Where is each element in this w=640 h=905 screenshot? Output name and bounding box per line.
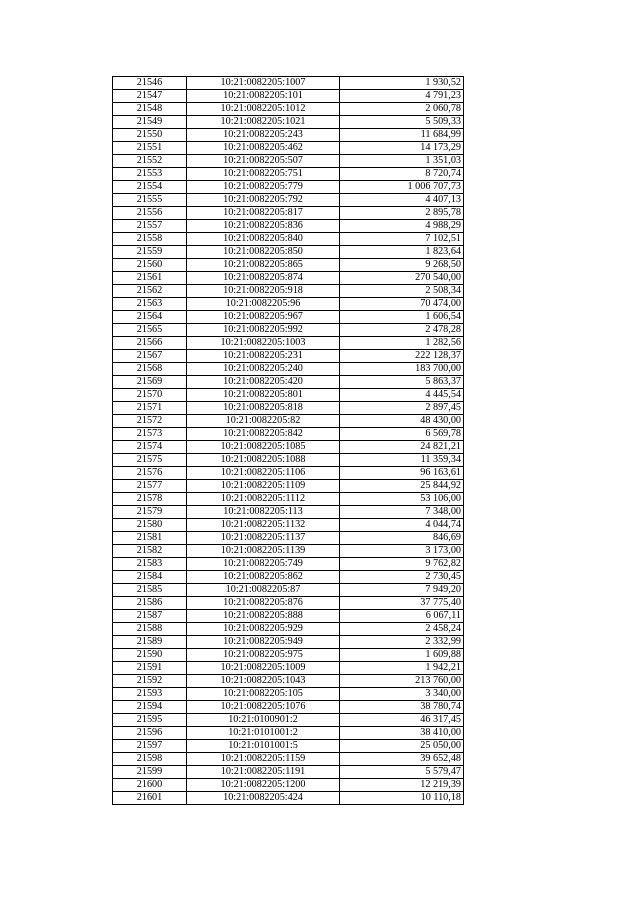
row-number-cell: 21556	[113, 207, 187, 220]
value-cell: 2 897,45	[340, 402, 464, 415]
row-number-cell: 21575	[113, 454, 187, 467]
table-row	[113, 675, 464, 688]
row-number-cell: 21553	[113, 168, 187, 181]
value-cell: 1 606,54	[340, 311, 464, 324]
table-row	[113, 376, 464, 389]
table-row	[113, 194, 464, 207]
value-cell: 53 106,00	[340, 493, 464, 506]
cadastral-number-cell: 10:21:0082205:751	[187, 168, 340, 181]
cadastral-number-cell: 10:21:0082205:1191	[187, 766, 340, 779]
row-number-cell: 21601	[113, 792, 187, 805]
table-row	[113, 454, 464, 467]
cadastral-number-cell: 10:21:0082205:949	[187, 636, 340, 649]
row-number-cell: 21573	[113, 428, 187, 441]
value-cell: 2 060,78	[340, 103, 464, 116]
table-row	[113, 467, 464, 480]
cadastral-number-cell: 10:21:0082205:850	[187, 246, 340, 259]
table-row	[113, 428, 464, 441]
value-cell: 3 340,00	[340, 688, 464, 701]
value-cell: 1 930,52	[340, 77, 464, 90]
cadastral-number-cell: 10:21:0082205:1076	[187, 701, 340, 714]
cadastral-number-cell: 10:21:0082205:840	[187, 233, 340, 246]
row-number-cell: 21568	[113, 363, 187, 376]
table-row	[113, 792, 464, 805]
value-cell: 2 508,34	[340, 285, 464, 298]
table-row	[113, 753, 464, 766]
row-number-cell: 21578	[113, 493, 187, 506]
table-row	[113, 350, 464, 363]
row-number-cell: 21565	[113, 324, 187, 337]
cadastral-number-cell: 10:21:0082205:842	[187, 428, 340, 441]
table-row	[113, 779, 464, 792]
cadastral-number-cell: 10:21:0082205:243	[187, 129, 340, 142]
row-number-cell: 21557	[113, 220, 187, 233]
cadastral-number-cell: 10:21:0082205:1012	[187, 103, 340, 116]
row-number-cell: 21582	[113, 545, 187, 558]
value-cell: 37 775,40	[340, 597, 464, 610]
row-number-cell: 21571	[113, 402, 187, 415]
table-row	[113, 142, 464, 155]
value-cell: 4 791,23	[340, 90, 464, 103]
cadastral-number-cell: 10:21:0082205:876	[187, 597, 340, 610]
row-number-cell: 21581	[113, 532, 187, 545]
cadastral-number-cell: 10:21:0082205:101	[187, 90, 340, 103]
table-row	[113, 545, 464, 558]
row-number-cell: 21596	[113, 727, 187, 740]
value-cell: 25 844,92	[340, 480, 464, 493]
cadastral-number-cell: 10:21:0082205:240	[187, 363, 340, 376]
cadastral-number-cell: 10:21:0082205:424	[187, 792, 340, 805]
value-cell: 38 780,74	[340, 701, 464, 714]
value-cell: 5 579,47	[340, 766, 464, 779]
table-row	[113, 506, 464, 519]
row-number-cell: 21585	[113, 584, 187, 597]
table-row	[113, 727, 464, 740]
value-cell: 1 823,64	[340, 246, 464, 259]
row-number-cell: 21591	[113, 662, 187, 675]
row-number-cell: 21595	[113, 714, 187, 727]
value-cell: 1 006 707,73	[340, 181, 464, 194]
cadastral-number-cell: 10:21:0082205:817	[187, 207, 340, 220]
row-number-cell: 21600	[113, 779, 187, 792]
value-cell: 7 102,51	[340, 233, 464, 246]
cadastral-number-cell: 10:21:0101001:5	[187, 740, 340, 753]
cadastral-number-cell: 10:21:0082205:1088	[187, 454, 340, 467]
value-cell: 7 348,00	[340, 506, 464, 519]
row-number-cell: 21577	[113, 480, 187, 493]
table-body	[113, 77, 464, 805]
value-cell: 6 067,11	[340, 610, 464, 623]
value-cell: 11 684,99	[340, 129, 464, 142]
value-cell: 70 474,00	[340, 298, 464, 311]
table-row	[113, 558, 464, 571]
value-cell: 846,69	[340, 532, 464, 545]
row-number-cell: 21549	[113, 116, 187, 129]
value-cell: 8 720,74	[340, 168, 464, 181]
row-number-cell: 21560	[113, 259, 187, 272]
table-row	[113, 246, 464, 259]
value-cell: 5 509,33	[340, 116, 464, 129]
cadastral-number-cell: 10:21:0082205:1021	[187, 116, 340, 129]
row-number-cell: 21584	[113, 571, 187, 584]
value-cell: 38 410,00	[340, 727, 464, 740]
table-row	[113, 207, 464, 220]
row-number-cell: 21561	[113, 272, 187, 285]
row-number-cell: 21599	[113, 766, 187, 779]
row-number-cell: 21587	[113, 610, 187, 623]
table-row	[113, 584, 464, 597]
value-cell: 4 445,54	[340, 389, 464, 402]
row-number-cell: 21559	[113, 246, 187, 259]
table-row	[113, 636, 464, 649]
table-row	[113, 116, 464, 129]
value-cell: 1 942,21	[340, 662, 464, 675]
cadastral-number-cell: 10:21:0082205:1200	[187, 779, 340, 792]
cadastral-number-cell: 10:21:0082205:87	[187, 584, 340, 597]
row-number-cell: 21598	[113, 753, 187, 766]
row-number-cell: 21555	[113, 194, 187, 207]
row-number-cell: 21594	[113, 701, 187, 714]
row-number-cell: 21566	[113, 337, 187, 350]
value-cell: 39 652,48	[340, 753, 464, 766]
value-cell: 10 110,18	[340, 792, 464, 805]
cadastral-number-cell: 10:21:0082205:1043	[187, 675, 340, 688]
row-number-cell: 21567	[113, 350, 187, 363]
table-row	[113, 571, 464, 584]
row-number-cell: 21547	[113, 90, 187, 103]
table-row	[113, 363, 464, 376]
table-row	[113, 103, 464, 116]
row-number-cell: 21558	[113, 233, 187, 246]
value-cell: 213 760,00	[340, 675, 464, 688]
table-row	[113, 597, 464, 610]
cadastral-number-cell: 10:21:0082205:1159	[187, 753, 340, 766]
table-row	[113, 766, 464, 779]
value-cell: 270 540,00	[340, 272, 464, 285]
value-cell: 4 407,13	[340, 194, 464, 207]
cadastral-number-cell: 10:21:0082205:1132	[187, 519, 340, 532]
table-row	[113, 701, 464, 714]
table-row	[113, 493, 464, 506]
table-row	[113, 480, 464, 493]
row-number-cell: 21590	[113, 649, 187, 662]
cadastral-number-cell: 10:21:0082205:874	[187, 272, 340, 285]
table-row	[113, 311, 464, 324]
table-row	[113, 90, 464, 103]
row-number-cell: 21593	[113, 688, 187, 701]
cadastral-number-cell: 10:21:0082205:975	[187, 649, 340, 662]
row-number-cell: 21562	[113, 285, 187, 298]
cadastral-number-cell: 10:21:0082205:779	[187, 181, 340, 194]
table-row	[113, 532, 464, 545]
cadastral-number-cell: 10:21:0082205:96	[187, 298, 340, 311]
cadastral-number-cell: 10:21:0082205:82	[187, 415, 340, 428]
value-cell: 5 863,37	[340, 376, 464, 389]
value-cell: 12 219,39	[340, 779, 464, 792]
row-number-cell: 21572	[113, 415, 187, 428]
value-cell: 2 332,99	[340, 636, 464, 649]
cadastral-number-cell: 10:21:0082205:1106	[187, 467, 340, 480]
row-number-cell: 21550	[113, 129, 187, 142]
row-number-cell: 21588	[113, 623, 187, 636]
table-row	[113, 662, 464, 675]
cadastral-number-cell: 10:21:0082205:462	[187, 142, 340, 155]
cadastral-number-cell: 10:21:0082205:865	[187, 259, 340, 272]
table-row	[113, 220, 464, 233]
cadastral-number-cell: 10:21:0082205:992	[187, 324, 340, 337]
table-row	[113, 155, 464, 168]
row-number-cell: 21570	[113, 389, 187, 402]
value-cell: 96 163,61	[340, 467, 464, 480]
table-row	[113, 168, 464, 181]
cadastral-number-cell: 10:21:0082205:862	[187, 571, 340, 584]
value-cell: 9 268,50	[340, 259, 464, 272]
cadastral-number-cell: 10:21:0082205:792	[187, 194, 340, 207]
row-number-cell: 21589	[113, 636, 187, 649]
value-cell: 2 730,45	[340, 571, 464, 584]
cadastral-number-cell: 10:21:0082205:836	[187, 220, 340, 233]
cadastral-number-cell: 10:21:0082205:918	[187, 285, 340, 298]
row-number-cell: 21569	[113, 376, 187, 389]
cadastral-number-cell: 10:21:0101001:2	[187, 727, 340, 740]
table-row	[113, 402, 464, 415]
table-row	[113, 649, 464, 662]
cadastral-number-cell: 10:21:0082205:1007	[187, 77, 340, 90]
table-row	[113, 623, 464, 636]
row-number-cell: 21576	[113, 467, 187, 480]
value-cell: 11 359,34	[340, 454, 464, 467]
row-number-cell: 21583	[113, 558, 187, 571]
cadastral-number-cell: 10:21:0082205:1139	[187, 545, 340, 558]
table-row	[113, 233, 464, 246]
value-cell: 2 478,28	[340, 324, 464, 337]
row-number-cell: 21579	[113, 506, 187, 519]
value-cell: 7 949,20	[340, 584, 464, 597]
value-cell: 2 458,24	[340, 623, 464, 636]
cadastral-value-table	[112, 76, 464, 805]
table-row	[113, 298, 464, 311]
table-row	[113, 389, 464, 402]
row-number-cell: 21551	[113, 142, 187, 155]
table-row	[113, 415, 464, 428]
row-number-cell: 21546	[113, 77, 187, 90]
value-cell: 4 988,29	[340, 220, 464, 233]
value-cell: 24 821,21	[340, 441, 464, 454]
cadastral-number-cell: 10:21:0100901:2	[187, 714, 340, 727]
value-cell: 2 895,78	[340, 207, 464, 220]
cadastral-number-cell: 10:21:0082205:1085	[187, 441, 340, 454]
cadastral-number-cell: 10:21:0082205:1003	[187, 337, 340, 350]
table-row	[113, 610, 464, 623]
table-row	[113, 740, 464, 753]
value-cell: 46 317,45	[340, 714, 464, 727]
table-row	[113, 519, 464, 532]
table-row	[113, 272, 464, 285]
row-number-cell: 21563	[113, 298, 187, 311]
cadastral-number-cell: 10:21:0082205:420	[187, 376, 340, 389]
value-cell: 1 609,88	[340, 649, 464, 662]
cadastral-number-cell: 10:21:0082205:967	[187, 311, 340, 324]
value-cell: 6 569,78	[340, 428, 464, 441]
value-cell: 48 430,00	[340, 415, 464, 428]
cadastral-number-cell: 10:21:0082205:1109	[187, 480, 340, 493]
row-number-cell: 21552	[113, 155, 187, 168]
table-row	[113, 441, 464, 454]
cadastral-number-cell: 10:21:0082205:231	[187, 350, 340, 363]
value-cell: 1 351,03	[340, 155, 464, 168]
cadastral-number-cell: 10:21:0082205:749	[187, 558, 340, 571]
cadastral-number-cell: 10:21:0082205:818	[187, 402, 340, 415]
table-row	[113, 714, 464, 727]
cadastral-number-cell: 10:21:0082205:105	[187, 688, 340, 701]
cadastral-number-cell: 10:21:0082205:507	[187, 155, 340, 168]
value-cell: 183 700,00	[340, 363, 464, 376]
row-number-cell: 21597	[113, 740, 187, 753]
value-cell: 3 173,00	[340, 545, 464, 558]
value-cell: 9 762,82	[340, 558, 464, 571]
value-cell: 4 044,74	[340, 519, 464, 532]
table-row	[113, 181, 464, 194]
row-number-cell: 21592	[113, 675, 187, 688]
value-cell: 25 050,00	[340, 740, 464, 753]
cadastral-number-cell: 10:21:0082205:929	[187, 623, 340, 636]
cadastral-number-cell: 10:21:0082205:1009	[187, 662, 340, 675]
row-number-cell: 21574	[113, 441, 187, 454]
table-row	[113, 285, 464, 298]
cadastral-number-cell: 10:21:0082205:888	[187, 610, 340, 623]
cadastral-number-cell: 10:21:0082205:1137	[187, 532, 340, 545]
row-number-cell: 21554	[113, 181, 187, 194]
row-number-cell: 21586	[113, 597, 187, 610]
table-row	[113, 259, 464, 272]
row-number-cell: 21580	[113, 519, 187, 532]
value-cell: 222 128,37	[340, 350, 464, 363]
table-row	[113, 337, 464, 350]
cadastral-number-cell: 10:21:0082205:113	[187, 506, 340, 519]
value-cell: 1 282,56	[340, 337, 464, 350]
table-row	[113, 129, 464, 142]
cadastral-number-cell: 10:21:0082205:1112	[187, 493, 340, 506]
row-number-cell: 21564	[113, 311, 187, 324]
row-number-cell: 21548	[113, 103, 187, 116]
table-row	[113, 77, 464, 90]
cadastral-number-cell: 10:21:0082205:801	[187, 389, 340, 402]
value-cell: 14 173,29	[340, 142, 464, 155]
table-row	[113, 324, 464, 337]
table-row	[113, 688, 464, 701]
